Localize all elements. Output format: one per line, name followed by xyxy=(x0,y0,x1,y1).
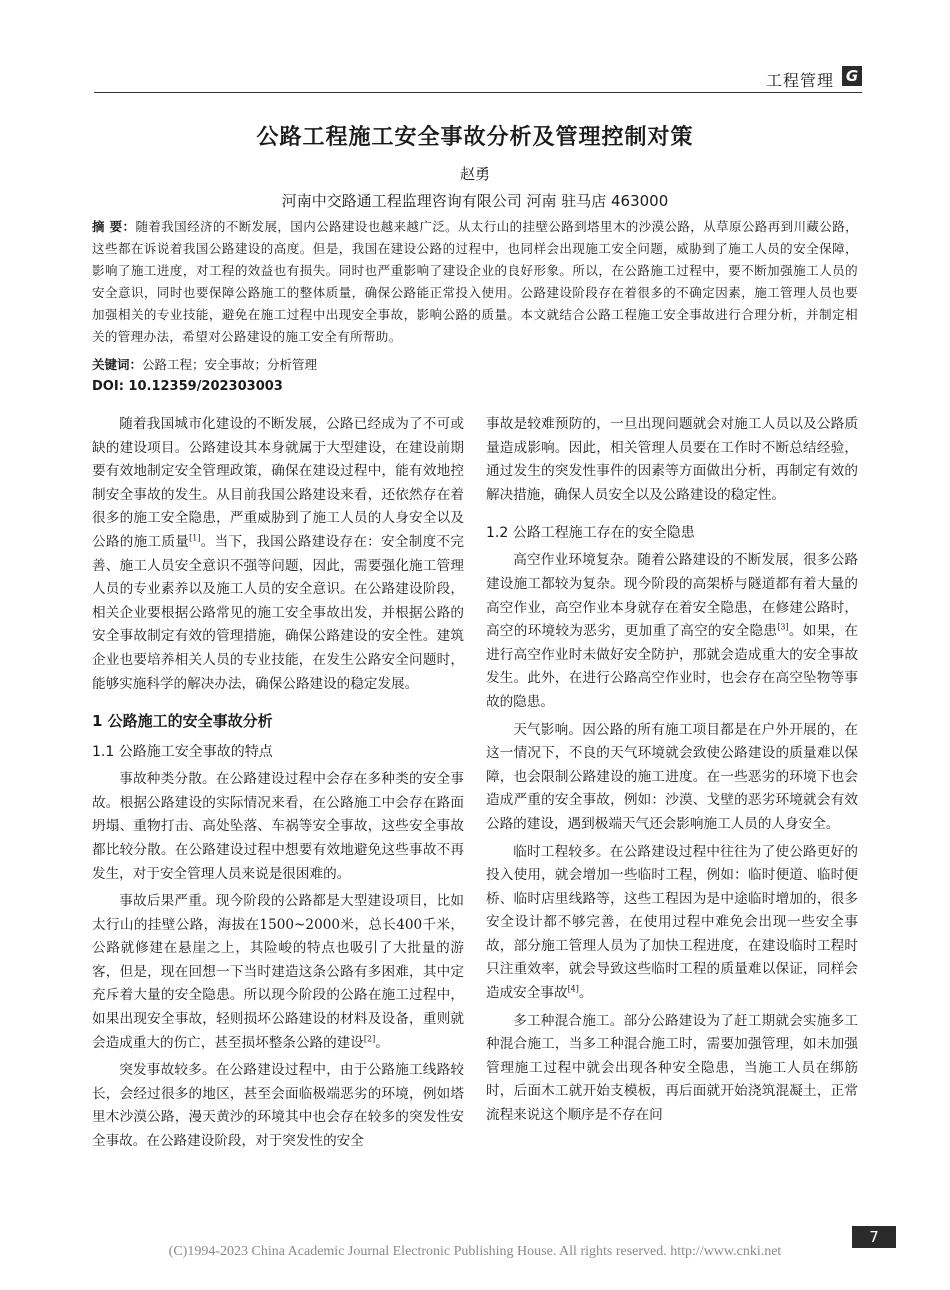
doi xyxy=(92,379,283,394)
paragraph: 临时工程较多。在公路建设过程中往往为了使公路更好的投入使用，就会增加一些临时工程，例如：临时便道、临时便桥、临时店里线路等，这些工程因为是中途临时增加的，很多安全设计都不够完善，在使用过程中难免会出现一些安全事故，部分施工管理人员为了加快工程进度，在建设临时工程时只注重效率，就会导致这些临时工程的质量难以保证，同样会造成安全事故[4]。 xyxy=(486,843,858,1002)
paragraph: 突发事故较多。在公路建设过程中，由于公路施工线路较长，会经过很多的地区，甚至会面临极端恶劣的环境，例如塔里木沙漠公路，漫天黄沙的环境其中也会存在较多的突发性安全事故。在公路建设阶段，对于突发性的安全 xyxy=(92,1062,464,1150)
paragraph: 事故是较难预防的，一旦出现问题就会对施工人员以及公路质量造成影响。因此，相关管理人员要在工作时不断总结经验，通过发生的突发性事件的因素等方面做出分析，再制定有效的解决措施，确保人员安全以及公路建设的稳定性。 xyxy=(486,416,858,503)
page-number: 7 xyxy=(852,1226,896,1248)
journal-name: 工程管理 xyxy=(765,71,834,90)
doi-label: DOI xyxy=(92,379,119,394)
journal-logo-icon: G xyxy=(842,66,862,86)
subsection-heading: 1.2 公路工程施工存在的安全隐患 xyxy=(486,525,695,542)
keywords-text: 公路工程；安全事故；分析管理 xyxy=(142,357,318,372)
right-column xyxy=(486,413,858,1132)
citation-ref: [1] xyxy=(189,533,201,543)
left-column xyxy=(92,413,464,1158)
paper-title: 公路工程施工安全事故分析及管理控制对策 xyxy=(256,125,694,150)
section-heading: 1 公路施工的安全事故分析 xyxy=(92,712,273,731)
citation-ref: [3] xyxy=(777,622,789,632)
running-header xyxy=(94,64,862,93)
affiliation: 河南中交路通工程监理咨询有限公司 河南 驻马店 463000 xyxy=(281,192,669,210)
keywords xyxy=(92,355,317,373)
paragraph: 高空作业环境复杂。随着公路建设的不断发展，很多公路建设施工都较为复杂。现今阶段的高架桥与隧道都有着大量的高空作业，高空作业本身就存在着安全隐患，在修建公路时，高空的环境较为恶劣，更加重了高空的安全隐患[3]。如果，在进行高空作业时未做好安全防护，那就会造成重大的安全事故发生。此外，在进行公路高空作业时，也会存在高空坠物等事故的隐患。 xyxy=(486,552,859,710)
paragraph: 随着我国城市化建设的不断发展，公路已经成为了不可或缺的建设项目。公路建设其本身就属于大型建设，在建设前期要有效地制定安全管理政策，确保在建设过程中，能有效地控制安全事故的发生。从目前我国公路建设来看，还依然存在着很多的施工安全隐患，严重威胁到了施工人员的人身安全以及公路的施工质量[1]。当下，我国公路建设存在：安全制度不完善、施工人员安全意识不强等问题，因此，需要强化施工管理人员的专业素养以及施工人员的安全意识。在公路建设阶段，相关企业要根据公路常见的施工安全事故出发，并根据公路的安全事故制定有效的管理措施，确保公路建设的安全性。建筑企业也要培养相关人员的专业技能，在发生公路安全问题时，能够实施科学的解决办法，确保公路建设的稳定发展。 xyxy=(92,416,465,692)
paragraph: 事故种类分散。在公路建设过程中会存在多种类的安全事故。根据公路建设的实际情况来看，在公路施工中会存在路面坍塌、重物打击、高处坠落、车祸等安全事故，这些安全事故都比较分散。在公路建设过程中想要有效地避免这些事故不再发生，对于安全管理人员来说是很困难的。 xyxy=(92,771,464,882)
abstract-label: 摘 要： xyxy=(92,219,136,234)
copyright-footer: (C)1994-2023 China Academic Journal Electronic Publishing House. All rights reserved. http://www.cnki.net xyxy=(168,1244,782,1259)
paragraph: 多工种混合施工。部分公路建设为了赶工期就会实施多工种混合施工，当多工种混合施工时，需要加强管理，如未加强管理施工过程中就会出现各种安全隐患，当施工人员在绑筋时，后面木工就开始支模板，再后面就开始浇筑混凝土，正常流程来说这个顺序是不存在问 xyxy=(486,1012,858,1124)
abstract xyxy=(92,216,858,348)
doi-value: : 10.12359/202303003 xyxy=(118,379,283,394)
abstract-text: 随着我国经济的不断发展，国内公路建设也越来越广泛。从太行山的挂壁公路到塔里木的沙漠公路，从草原公路再到川藏公路，这些都在诉说着我国公路建设的高度。但是，我国在建设公路的过程中，也同样会出现施工安全问题，威胁到了施工人员的安全保障，影响了施工进度，对工程的效益也有损失。同时也严重影响了建设企业的良好形象。所以，在公路施工过程中，要不断加强施工人员的安全意识，同时也要保障公路施工的整体质量，确保公路能正常投入使用。公路建设阶段存在着很多的不确定因素，施工管理人员也要加强相关的专业技能，避免在施工过程中出现安全事故，影响公路的质量。本文就结合公路工程施工安全事故进行合理分析，并制定相关的管理办法，希望对公路建设的施工安全有所帮助。 xyxy=(92,219,859,344)
author: 赵勇 xyxy=(459,165,490,183)
citation-ref: [4] xyxy=(567,984,579,994)
paragraph: 天气影响。因公路的所有施工项目都是在户外开展的，在这一情况下，不良的天气环境就会致使公路建设的质量难以保障，也会限制公路建设的施工进度。在一些恶劣的环境下也会造成严重的安全事故，例如：沙漠、戈壁的恶劣环境就会有效公路的建设，遇到极端天气还会影响施工人员的人身安全。 xyxy=(486,721,858,832)
keywords-label: 关键词： xyxy=(92,357,143,372)
paragraph: 事故后果严重。现今阶段的公路都是大型建设项目，比如太行山的挂壁公路，海拔在1500~2000米，总长400千米，公路就修建在悬崖之上，其险峻的特点也吸引了大批量的游客，但是，现在回想一下当时建造这条公路有多困难，其中定充斥着大量的安全隐患。所以现今阶段的公路在施工过程中，如果出现安全事故，轻则损坏公路建设的材料及设备，重则就会造成重大的伤亡，甚至损坏整条公路的建设[2]。 xyxy=(92,893,464,1051)
subsection-heading: 1.1 公路施工安全事故的特点 xyxy=(92,744,273,761)
citation-ref: [2] xyxy=(363,1034,376,1044)
